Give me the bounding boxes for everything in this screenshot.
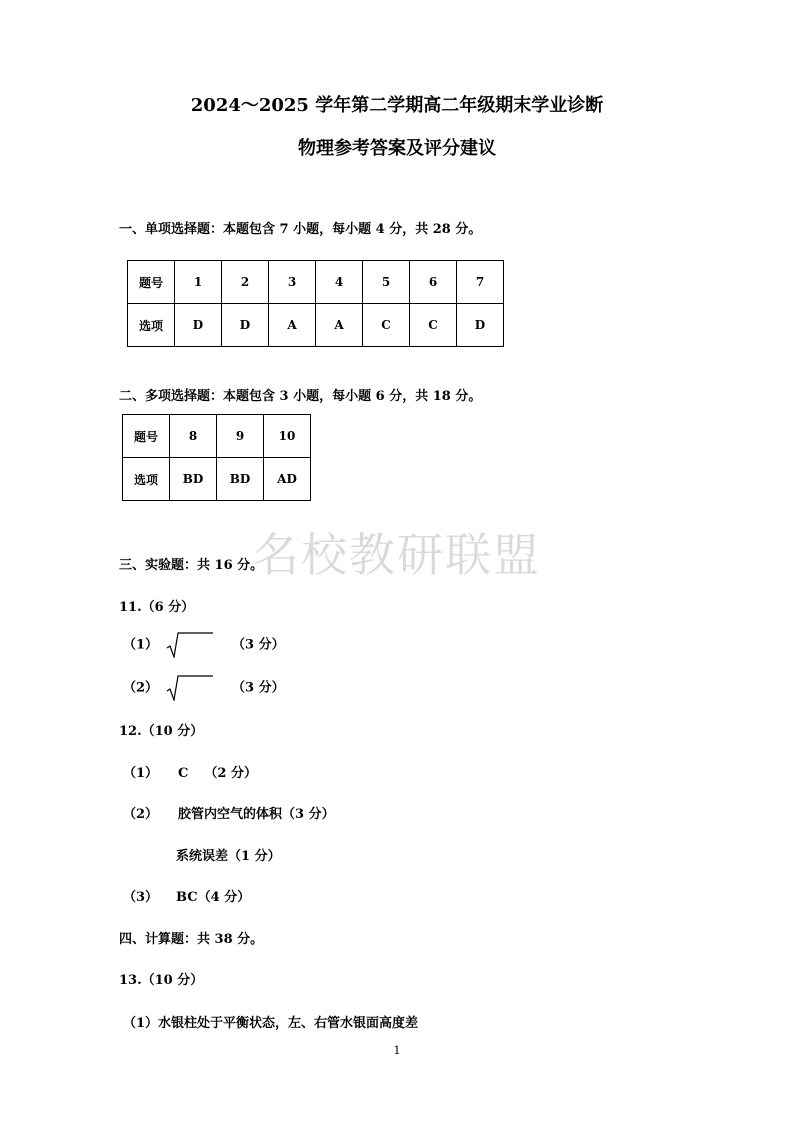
document-subtitle: 物理参考答案及评分建议 <box>298 138 496 159</box>
q13-part1: （1）水银柱处于平衡状态，左、右管水银面高度差 <box>123 1016 419 1031</box>
question-number-cell: 8 <box>170 415 217 458</box>
answer-cell: D <box>175 304 222 347</box>
question-number-cell: 6 <box>410 261 457 304</box>
part-label: （1） <box>123 637 159 653</box>
watermark-text: 名校教研联盟 <box>253 528 541 582</box>
row-label-answer: 选项 <box>123 458 170 501</box>
row-label-number: 题号 <box>128 261 175 304</box>
q12-title: 12.（10 分） <box>119 724 204 739</box>
answer-cell: C <box>410 304 457 347</box>
part-answer: C <box>178 766 189 781</box>
answer-cell: D <box>457 304 504 347</box>
q12-part1 <box>123 762 257 781</box>
part-answer: BC（4 分） <box>176 890 251 905</box>
question-number-cell: 5 <box>363 261 410 304</box>
part-score: （3 分） <box>232 680 285 696</box>
q11-part2 <box>123 675 285 701</box>
question-number-cell: 3 <box>269 261 316 304</box>
section4-heading: 四、计算题：共 38 分。 <box>119 932 264 947</box>
table-row <box>123 458 311 501</box>
q12-part3 <box>123 886 250 905</box>
row-label-number: 题号 <box>123 415 170 458</box>
page-number: 1 <box>393 1044 401 1057</box>
q13-title: 13.（10 分） <box>119 973 204 988</box>
section1-heading: 一、单项选择题：本题包含 7 小题，每小题 4 分，共 28 分。 <box>119 222 482 237</box>
q11-part1 <box>123 632 285 658</box>
q12-part2-answer2: 系统误差（1 分） <box>176 849 281 864</box>
square-root-icon <box>166 675 214 701</box>
answer-cell: A <box>269 304 316 347</box>
question-number-cell: 2 <box>222 261 269 304</box>
question-number-cell: 1 <box>175 261 222 304</box>
section2-heading: 二、多项选择题：本题包含 3 小题，每小题 6 分，共 18 分。 <box>119 389 482 404</box>
part-label: （1） <box>123 766 159 781</box>
answer-cell: A <box>316 304 363 347</box>
answer-cell: BD <box>170 458 217 501</box>
document-title: 2024～2025 学年第二学期高二年级期末学业诊断 <box>190 95 604 116</box>
part-answer: 胶管内空气的体积（3 分） <box>178 807 335 822</box>
question-number-cell: 4 <box>316 261 363 304</box>
part-label: （2） <box>123 807 159 822</box>
square-root-icon <box>166 632 214 658</box>
section3-heading: 三、实验题：共 16 分。 <box>119 558 264 573</box>
part-score: （3 分） <box>232 637 285 653</box>
single-choice-table <box>127 260 504 347</box>
answer-cell: AD <box>264 458 311 501</box>
multiple-choice-table <box>122 414 311 501</box>
answer-cell: BD <box>217 458 264 501</box>
table-row <box>128 261 504 304</box>
answer-cell: C <box>363 304 410 347</box>
question-number-cell: 7 <box>457 261 504 304</box>
question-number-cell: 10 <box>264 415 311 458</box>
table-row <box>123 415 311 458</box>
table-row <box>128 304 504 347</box>
part-label: （2） <box>123 680 159 696</box>
q12-part2 <box>123 803 335 822</box>
row-label-answer: 选项 <box>128 304 175 347</box>
question-number-cell: 9 <box>217 415 264 458</box>
part-label: （3） <box>123 890 159 905</box>
q11-title: 11.（6 分） <box>119 600 195 615</box>
part-score: （2 分） <box>204 766 257 781</box>
answer-cell: D <box>222 304 269 347</box>
